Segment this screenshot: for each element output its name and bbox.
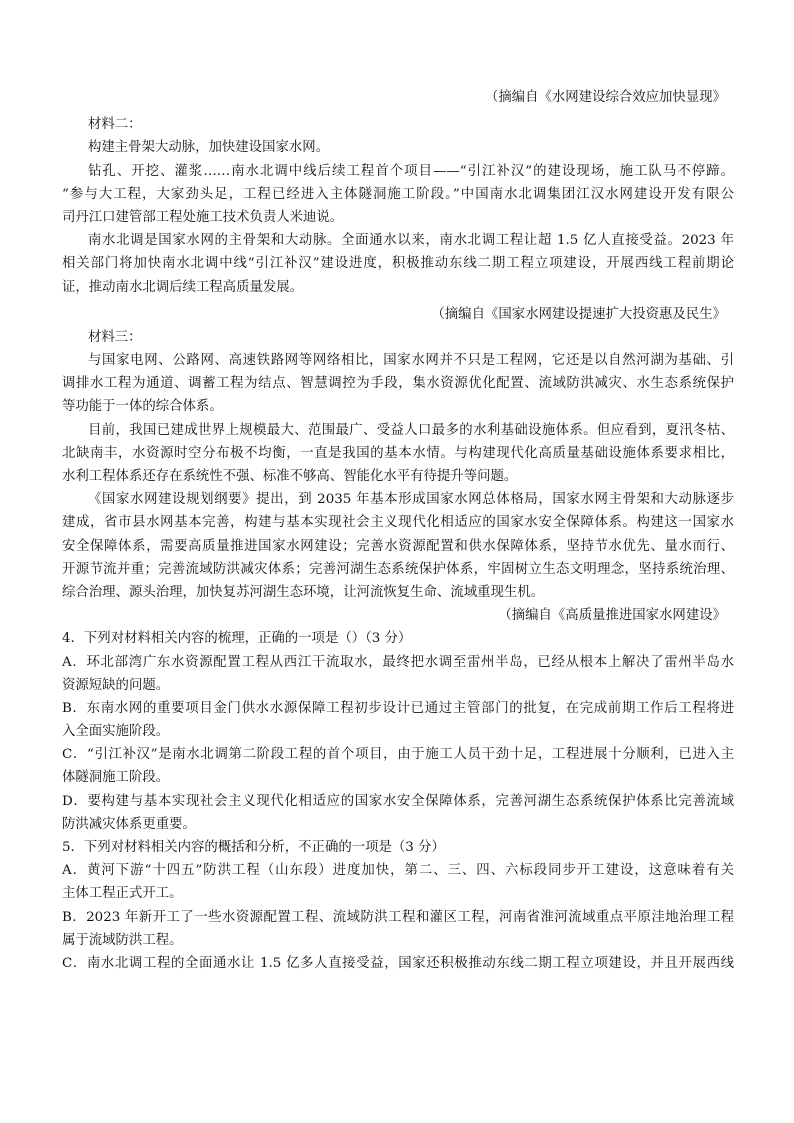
- question-5-option-c: C．南水北调工程的全面通水让 1.5 亿多人直接受益，国家还积极推动东线二期工程立项建设，并且开展西线: [62, 955, 734, 971]
- material2-paragraph-line: 钻孔、开挖、灌浆……南水北调中线后续工程首个项目——“引江补汉”的建设现场，施工队马不停蹄。: [88, 163, 734, 179]
- question-5-option-a: A．黄河下游“十四五”防洪工程（山东段）进度加快，第二、三、四、六标段同步开工建设，这意味着有关: [62, 863, 734, 879]
- question-4-option-b: B．东南水网的重要项目金门供水水源保障工程初步设计已通过主管部门的批复，在完成前期工作后工程将进: [62, 700, 734, 716]
- material2-paragraph-line: 南水北调是国家水网的主骨架和大动脉。全面通水以来，南水北调工程让超 1.5 亿人直接受益。2023 年: [88, 233, 734, 249]
- material3-paragraph-line: 综合治理、源头治理，加快复苏河湖生态环境，让河流恢复生命、流域重现生机。: [62, 584, 545, 600]
- material2-paragraph-line: 相关部门将加快南水北调中线“引江补汉”建设进度，积极推动东线二期工程立项建设，开展西线工程前期论: [62, 256, 734, 272]
- material2-paragraph-line: “参与大工程，大家劲头足，工程已经进入主体隧洞施工阶段。”中国南水北调集团江汉水网建设开发有限公: [62, 186, 734, 202]
- question-4-option-a-cont: 资源短缺的问题。: [62, 677, 170, 693]
- material3-paragraph-line: 北缺南丰，水资源时空分布极不均衡，一直是我国的基本水情。与构建现代化高质量基础设施体系要求相比，: [62, 445, 734, 461]
- material3-paragraph-line: 调排水工程为通道、调蓄工程为结点、智慧调控为手段，集水资源优化配置、流域防洪减灾、水生态系统保护: [62, 376, 734, 392]
- material3-paragraph-line: 《国家水网建设规划纲要》提出，到 2035 年基本形成国家水网总体格局，国家水网主骨架和大动脉逐步: [88, 492, 734, 508]
- material3-section: [62, 326, 734, 627]
- material2-paragraph-line: 司丹江口建管部工程处施工技术负责人米迪说。: [62, 209, 344, 225]
- material1-source: （摘编自《水网建设综合效应加快显现》: [484, 90, 726, 105]
- material3-paragraph-line: 与国家电网、公路网、高速铁路网等网络相比，国家水网并不只是工程网，它还是以自然河湖为基础、引: [88, 353, 734, 369]
- material3-label: 材料三：: [88, 329, 142, 345]
- material2-section: [62, 113, 734, 326]
- material3-paragraph-line: 建成，省市县水网基本完善，构建与基本实现社会主义现代化相适应的国家水安全保障体系。构建这一国家水: [62, 515, 734, 531]
- document-page: [62, 86, 734, 975]
- material3-paragraph-line: 安全保障体系，需要高质量推进国家水网建设；完善水资源配置和供水保障体系，坚持节水优先、量水而行、: [62, 538, 734, 554]
- material3-source: （摘编自《高质量推进国家水网建设》: [498, 608, 726, 624]
- material3-paragraph-line: 水利工程体系还存在系统性不强、标准不够高、智能化水平有待提升等问题。: [62, 469, 518, 484]
- question-4-option-c: C．“引江补汉”是南水北调第二阶段工程的首个项目，由于施工人员干劲十足，工程进展十分顺利，已进入主: [62, 747, 734, 763]
- material2-source: （摘编自《国家水网建设提速扩大投资惠及民生》: [431, 306, 726, 322]
- material2-heading: 构建主骨架大动脉，加快建设国家水网。: [88, 140, 330, 156]
- question-4-option-d: D．要构建与基本实现社会主义现代化相适应的国家水安全保障体系，完善河湖生态系统保护体系比完善流域: [62, 793, 734, 809]
- question-5-option-a-cont: 主体工程正式开工。: [62, 886, 183, 902]
- question-5-stem: 5．下列对材料相关内容的概括和分析，不正确的一项是（3 分）: [62, 840, 445, 855]
- question-4: [62, 627, 734, 836]
- material3-paragraph-line: 开源节流并重；完善流域防洪减灾体系；完善河湖生态系统保护体系，牢固树立生态文明理念，坚持系统治理、: [62, 561, 734, 577]
- question-5-option-b: B．2023 年新开工了一些水资源配置工程、流域防洪工程和灌区工程，河南省淮河流域重点平原洼地治理工程: [62, 909, 734, 925]
- question-4-option-a: A．环北部湾广东水资源配置工程从西江干流取水，最终把水调至雷州半岛，已经从根本上解决了雷州半岛水: [62, 654, 734, 670]
- question-4-option-b-cont: 入全面实施阶段。: [62, 724, 170, 740]
- question-4-option-d-cont: 防洪减灾体系更重要。: [62, 816, 196, 832]
- material3-paragraph-line: 等功能于一体的综合体系。: [62, 399, 223, 415]
- question-4-option-c-cont: 体隧洞施工阶段。: [62, 770, 170, 786]
- material2-label: 材料二：: [88, 117, 142, 133]
- question-5: [62, 836, 734, 975]
- question-4-stem: 4．下列对材料相关内容的梳理，正确的一项是（）（3 分）: [62, 631, 412, 647]
- material3-paragraph-line: 目前，我国已建成世界上规模最大、范围最广、受益人口最多的水利基础设施体系。但应看到，夏汛冬枯、: [88, 422, 734, 438]
- question-5-option-b-cont: 属于流域防洪工程。: [62, 932, 183, 948]
- material2-paragraph-line: 证，推动南水北调后续工程高质量发展。: [62, 279, 304, 295]
